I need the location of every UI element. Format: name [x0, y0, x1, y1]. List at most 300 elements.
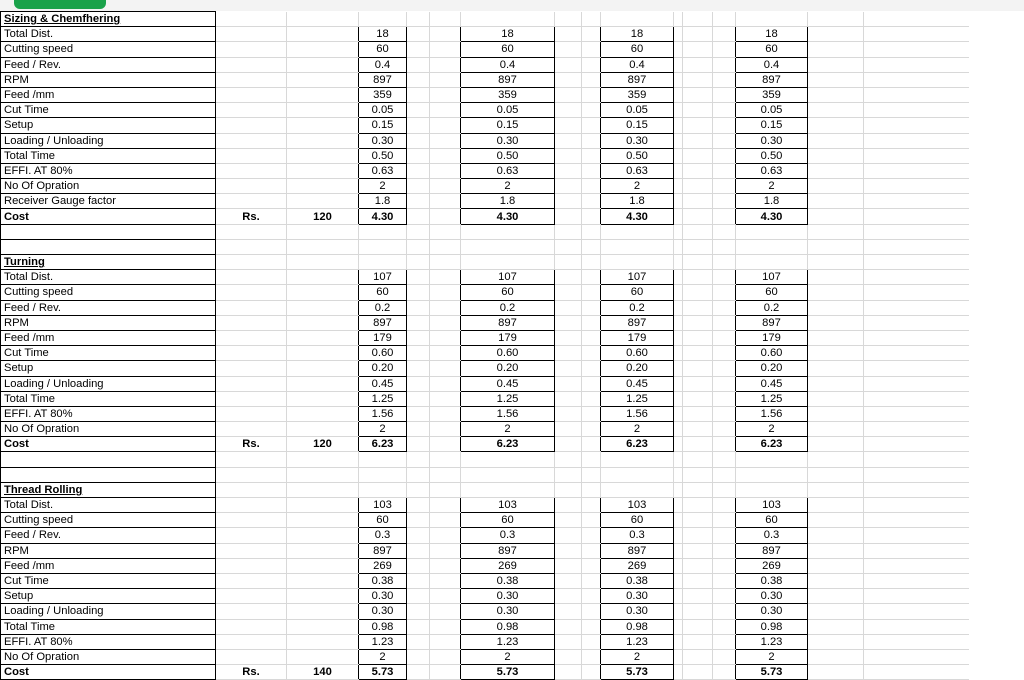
row-label[interactable]: Total Time: [1, 619, 216, 634]
empty-cell[interactable]: [864, 452, 969, 467]
empty-cell[interactable]: [736, 452, 808, 467]
empty-cell[interactable]: [808, 148, 864, 163]
row-label[interactable]: Feed / Rev.: [1, 57, 216, 72]
empty-cell[interactable]: [582, 422, 601, 437]
value-cell[interactable]: 4.30: [359, 209, 407, 224]
empty-cell[interactable]: [601, 482, 674, 497]
empty-cell[interactable]: [430, 543, 461, 558]
value-cell[interactable]: 0.30: [359, 604, 407, 619]
value-cell[interactable]: 359: [359, 87, 407, 102]
empty-cell[interactable]: [582, 634, 601, 649]
empty-cell[interactable]: [216, 103, 287, 118]
value-cell[interactable]: 0.98: [736, 619, 808, 634]
empty-cell[interactable]: [683, 239, 713, 254]
empty-cell[interactable]: [864, 498, 969, 513]
empty-cell[interactable]: [713, 467, 736, 482]
empty-cell[interactable]: [713, 391, 736, 406]
empty-cell[interactable]: [461, 255, 555, 270]
empty-cell[interactable]: [808, 239, 864, 254]
empty-cell[interactable]: [407, 315, 430, 330]
empty-cell[interactable]: [555, 27, 582, 42]
empty-cell[interactable]: [287, 467, 359, 482]
value-cell[interactable]: 1.23: [736, 634, 808, 649]
empty-cell[interactable]: [808, 482, 864, 497]
empty-cell[interactable]: [683, 27, 713, 42]
value-cell[interactable]: 1.23: [601, 634, 674, 649]
empty-cell[interactable]: [683, 361, 713, 376]
empty-cell[interactable]: [407, 346, 430, 361]
empty-cell[interactable]: [674, 194, 683, 209]
empty-cell[interactable]: [555, 528, 582, 543]
empty-cell[interactable]: [864, 285, 969, 300]
row-label[interactable]: Total Dist.: [1, 498, 216, 513]
empty-cell[interactable]: [287, 87, 359, 102]
empty-cell[interactable]: [674, 391, 683, 406]
empty-cell[interactable]: [674, 179, 683, 194]
value-cell[interactable]: 0.4: [359, 57, 407, 72]
empty-cell[interactable]: [713, 573, 736, 588]
empty-cell[interactable]: [430, 422, 461, 437]
empty-cell[interactable]: [808, 513, 864, 528]
empty-cell[interactable]: [713, 87, 736, 102]
empty-cell[interactable]: [674, 361, 683, 376]
empty-cell[interactable]: [864, 133, 969, 148]
empty-cell[interactable]: [216, 528, 287, 543]
row-label[interactable]: Setup: [1, 589, 216, 604]
value-cell[interactable]: 0.30: [359, 589, 407, 604]
empty-cell[interactable]: [287, 543, 359, 558]
empty-cell[interactable]: [430, 330, 461, 345]
empty-cell[interactable]: [674, 72, 683, 87]
empty-cell[interactable]: [601, 224, 674, 239]
empty-cell[interactable]: [808, 634, 864, 649]
empty-cell[interactable]: [430, 498, 461, 513]
empty-cell[interactable]: [674, 604, 683, 619]
row-label[interactable]: Loading / Unloading: [1, 133, 216, 148]
empty-cell[interactable]: [674, 224, 683, 239]
value-cell[interactable]: 107: [461, 270, 555, 285]
empty-cell[interactable]: [430, 179, 461, 194]
empty-cell[interactable]: [582, 589, 601, 604]
empty-cell[interactable]: [674, 376, 683, 391]
empty-cell[interactable]: [713, 12, 736, 27]
empty-cell[interactable]: [808, 376, 864, 391]
empty-cell[interactable]: [555, 573, 582, 588]
value-cell[interactable]: 0.98: [359, 619, 407, 634]
empty-cell[interactable]: [674, 619, 683, 634]
empty-cell[interactable]: [674, 422, 683, 437]
empty-cell[interactable]: [713, 270, 736, 285]
empty-cell[interactable]: [287, 422, 359, 437]
empty-cell[interactable]: [808, 118, 864, 133]
empty-cell[interactable]: [683, 482, 713, 497]
empty-cell[interactable]: [407, 239, 430, 254]
value-cell[interactable]: 60: [461, 285, 555, 300]
empty-cell[interactable]: [808, 406, 864, 421]
value-cell[interactable]: 0.05: [601, 103, 674, 118]
empty-cell[interactable]: [430, 72, 461, 87]
empty-cell[interactable]: [430, 239, 461, 254]
empty-cell[interactable]: [287, 649, 359, 664]
empty-cell[interactable]: [216, 589, 287, 604]
empty-cell[interactable]: [674, 133, 683, 148]
empty-cell[interactable]: [683, 391, 713, 406]
row-label[interactable]: Cutting speed: [1, 42, 216, 57]
empty-cell[interactable]: [287, 361, 359, 376]
empty-cell[interactable]: [287, 255, 359, 270]
empty-cell[interactable]: [407, 391, 430, 406]
empty-cell[interactable]: [555, 467, 582, 482]
empty-cell[interactable]: [674, 27, 683, 42]
empty-cell[interactable]: [808, 224, 864, 239]
row-label[interactable]: RPM: [1, 72, 216, 87]
empty-cell[interactable]: [582, 665, 601, 680]
value-cell[interactable]: 0.2: [736, 300, 808, 315]
value-cell[interactable]: 179: [601, 330, 674, 345]
empty-cell[interactable]: [555, 361, 582, 376]
empty-cell[interactable]: [582, 163, 601, 178]
empty-cell[interactable]: [683, 224, 713, 239]
value-cell[interactable]: 0.20: [736, 361, 808, 376]
empty-cell[interactable]: [683, 285, 713, 300]
empty-cell[interactable]: [407, 528, 430, 543]
empty-label-cell[interactable]: [1, 467, 216, 482]
empty-cell[interactable]: [407, 118, 430, 133]
value-cell[interactable]: 0.45: [359, 376, 407, 391]
empty-cell[interactable]: [582, 57, 601, 72]
empty-cell[interactable]: [582, 482, 601, 497]
empty-cell[interactable]: [461, 12, 555, 27]
empty-cell[interactable]: [713, 103, 736, 118]
value-cell[interactable]: 0.63: [359, 163, 407, 178]
value-cell[interactable]: 0.15: [359, 118, 407, 133]
empty-cell[interactable]: [216, 27, 287, 42]
empty-cell[interactable]: [287, 452, 359, 467]
empty-cell[interactable]: [407, 498, 430, 513]
empty-cell[interactable]: [864, 513, 969, 528]
empty-label-cell[interactable]: [1, 224, 216, 239]
empty-cell[interactable]: [713, 482, 736, 497]
row-label[interactable]: Feed /mm: [1, 330, 216, 345]
empty-cell[interactable]: [430, 482, 461, 497]
spreadsheet-grid[interactable]: [0, 11, 969, 680]
empty-cell[interactable]: [430, 437, 461, 452]
row-label[interactable]: EFFI. AT 80%: [1, 634, 216, 649]
empty-cell[interactable]: [808, 346, 864, 361]
value-cell[interactable]: 897: [359, 315, 407, 330]
empty-cell[interactable]: [430, 285, 461, 300]
empty-cell[interactable]: [808, 589, 864, 604]
empty-cell[interactable]: [407, 513, 430, 528]
value-cell[interactable]: 897: [359, 72, 407, 87]
empty-cell[interactable]: [555, 619, 582, 634]
value-cell[interactable]: 1.23: [359, 634, 407, 649]
empty-cell[interactable]: [713, 72, 736, 87]
empty-cell[interactable]: [864, 179, 969, 194]
empty-cell[interactable]: [864, 665, 969, 680]
empty-cell[interactable]: [683, 148, 713, 163]
empty-cell[interactable]: [461, 452, 555, 467]
empty-cell[interactable]: [407, 87, 430, 102]
empty-cell[interactable]: [683, 619, 713, 634]
empty-cell[interactable]: [808, 255, 864, 270]
row-label[interactable]: Total Time: [1, 391, 216, 406]
empty-cell[interactable]: [430, 589, 461, 604]
empty-cell[interactable]: [674, 57, 683, 72]
value-cell[interactable]: 2: [601, 179, 674, 194]
empty-cell[interactable]: [461, 467, 555, 482]
empty-cell[interactable]: [713, 558, 736, 573]
empty-cell[interactable]: [216, 163, 287, 178]
empty-cell[interactable]: [430, 163, 461, 178]
value-cell[interactable]: 103: [359, 498, 407, 513]
empty-cell[interactable]: [407, 209, 430, 224]
empty-cell[interactable]: [216, 452, 287, 467]
empty-cell[interactable]: [359, 239, 407, 254]
value-cell[interactable]: 0.3: [601, 528, 674, 543]
empty-cell[interactable]: [683, 42, 713, 57]
empty-cell[interactable]: [407, 619, 430, 634]
empty-cell[interactable]: [713, 300, 736, 315]
value-cell[interactable]: 2: [736, 649, 808, 664]
value-cell[interactable]: 0.50: [736, 148, 808, 163]
empty-cell[interactable]: [582, 87, 601, 102]
value-cell[interactable]: 179: [461, 330, 555, 345]
value-cell[interactable]: 4.30: [736, 209, 808, 224]
empty-cell[interactable]: [555, 255, 582, 270]
empty-cell[interactable]: [808, 391, 864, 406]
empty-cell[interactable]: [582, 513, 601, 528]
empty-cell[interactable]: [808, 558, 864, 573]
empty-cell[interactable]: [582, 300, 601, 315]
empty-cell[interactable]: [430, 148, 461, 163]
value-cell[interactable]: 6.23: [736, 437, 808, 452]
empty-cell[interactable]: [864, 467, 969, 482]
rate-value[interactable]: 140: [287, 665, 359, 680]
empty-cell[interactable]: [582, 239, 601, 254]
empty-cell[interactable]: [683, 528, 713, 543]
empty-cell[interactable]: [430, 528, 461, 543]
empty-cell[interactable]: [808, 361, 864, 376]
row-label[interactable]: Cut Time: [1, 103, 216, 118]
empty-cell[interactable]: [407, 604, 430, 619]
empty-cell[interactable]: [430, 87, 461, 102]
empty-label-cell[interactable]: [1, 239, 216, 254]
empty-cell[interactable]: [216, 148, 287, 163]
empty-cell[interactable]: [216, 513, 287, 528]
empty-cell[interactable]: [582, 604, 601, 619]
value-cell[interactable]: 359: [461, 87, 555, 102]
empty-cell[interactable]: [430, 209, 461, 224]
value-cell[interactable]: 0.45: [601, 376, 674, 391]
value-cell[interactable]: 0.30: [736, 133, 808, 148]
row-label[interactable]: Feed /mm: [1, 558, 216, 573]
empty-cell[interactable]: [407, 558, 430, 573]
value-cell[interactable]: 5.73: [736, 665, 808, 680]
empty-cell[interactable]: [808, 194, 864, 209]
value-cell[interactable]: 0.30: [461, 589, 555, 604]
empty-cell[interactable]: [461, 482, 555, 497]
empty-cell[interactable]: [555, 649, 582, 664]
value-cell[interactable]: 0.50: [461, 148, 555, 163]
value-cell[interactable]: 1.25: [461, 391, 555, 406]
value-cell[interactable]: 0.98: [601, 619, 674, 634]
empty-cell[interactable]: [216, 330, 287, 345]
empty-cell[interactable]: [683, 437, 713, 452]
empty-cell[interactable]: [407, 163, 430, 178]
empty-cell[interactable]: [216, 12, 287, 27]
empty-cell[interactable]: [713, 27, 736, 42]
empty-cell[interactable]: [407, 285, 430, 300]
empty-cell[interactable]: [808, 437, 864, 452]
empty-cell[interactable]: [582, 148, 601, 163]
value-cell[interactable]: 0.30: [461, 133, 555, 148]
empty-cell[interactable]: [287, 72, 359, 87]
empty-cell[interactable]: [864, 346, 969, 361]
empty-cell[interactable]: [864, 437, 969, 452]
empty-cell[interactable]: [287, 179, 359, 194]
empty-cell[interactable]: [683, 72, 713, 87]
empty-cell[interactable]: [287, 42, 359, 57]
empty-cell[interactable]: [407, 376, 430, 391]
empty-cell[interactable]: [287, 285, 359, 300]
empty-cell[interactable]: [461, 239, 555, 254]
empty-cell[interactable]: [430, 315, 461, 330]
empty-cell[interactable]: [713, 619, 736, 634]
value-cell[interactable]: 0.63: [736, 163, 808, 178]
empty-cell[interactable]: [683, 133, 713, 148]
empty-cell[interactable]: [407, 300, 430, 315]
empty-cell[interactable]: [582, 224, 601, 239]
empty-cell[interactable]: [216, 72, 287, 87]
value-cell[interactable]: 269: [736, 558, 808, 573]
value-cell[interactable]: 0.2: [461, 300, 555, 315]
empty-cell[interactable]: [216, 482, 287, 497]
value-cell[interactable]: 60: [359, 42, 407, 57]
empty-cell[interactable]: [713, 315, 736, 330]
app-accent-tab[interactable]: [14, 0, 106, 9]
empty-cell[interactable]: [582, 103, 601, 118]
value-cell[interactable]: 1.56: [461, 406, 555, 421]
value-cell[interactable]: 0.20: [359, 361, 407, 376]
empty-cell[interactable]: [864, 87, 969, 102]
empty-cell[interactable]: [555, 194, 582, 209]
row-label[interactable]: Cutting speed: [1, 285, 216, 300]
value-cell[interactable]: 0.20: [461, 361, 555, 376]
value-cell[interactable]: 103: [461, 498, 555, 513]
empty-cell[interactable]: [216, 118, 287, 133]
empty-cell[interactable]: [683, 558, 713, 573]
value-cell[interactable]: 1.56: [601, 406, 674, 421]
empty-cell[interactable]: [407, 179, 430, 194]
empty-cell[interactable]: [864, 148, 969, 163]
empty-cell[interactable]: [216, 224, 287, 239]
empty-cell[interactable]: [407, 42, 430, 57]
value-cell[interactable]: 897: [359, 543, 407, 558]
value-cell[interactable]: 0.3: [461, 528, 555, 543]
empty-cell[interactable]: [555, 57, 582, 72]
empty-cell[interactable]: [864, 543, 969, 558]
row-label[interactable]: EFFI. AT 80%: [1, 406, 216, 421]
empty-cell[interactable]: [736, 239, 808, 254]
value-cell[interactable]: 269: [601, 558, 674, 573]
empty-cell[interactable]: [713, 179, 736, 194]
empty-cell[interactable]: [430, 12, 461, 27]
empty-cell[interactable]: [808, 330, 864, 345]
value-cell[interactable]: 0.15: [601, 118, 674, 133]
empty-cell[interactable]: [683, 665, 713, 680]
empty-cell[interactable]: [555, 179, 582, 194]
empty-cell[interactable]: [216, 285, 287, 300]
empty-cell[interactable]: [683, 498, 713, 513]
empty-cell[interactable]: [674, 437, 683, 452]
empty-cell[interactable]: [582, 118, 601, 133]
empty-cell[interactable]: [287, 239, 359, 254]
empty-cell[interactable]: [555, 224, 582, 239]
empty-cell[interactable]: [407, 27, 430, 42]
empty-cell[interactable]: [555, 315, 582, 330]
rate-value[interactable]: 120: [287, 209, 359, 224]
value-cell[interactable]: 897: [736, 315, 808, 330]
value-cell[interactable]: 359: [736, 87, 808, 102]
row-label[interactable]: Cut Time: [1, 573, 216, 588]
empty-cell[interactable]: [713, 376, 736, 391]
empty-cell[interactable]: [461, 224, 555, 239]
empty-cell[interactable]: [864, 649, 969, 664]
empty-cell[interactable]: [864, 42, 969, 57]
empty-cell[interactable]: [287, 270, 359, 285]
empty-cell[interactable]: [216, 315, 287, 330]
empty-cell[interactable]: [430, 467, 461, 482]
empty-cell[interactable]: [216, 179, 287, 194]
empty-cell[interactable]: [713, 118, 736, 133]
value-cell[interactable]: 18: [736, 27, 808, 42]
empty-cell[interactable]: [555, 285, 582, 300]
empty-cell[interactable]: [582, 179, 601, 194]
empty-cell[interactable]: [808, 573, 864, 588]
value-cell[interactable]: 60: [736, 42, 808, 57]
empty-cell[interactable]: [430, 224, 461, 239]
empty-cell[interactable]: [713, 148, 736, 163]
empty-cell[interactable]: [713, 163, 736, 178]
empty-cell[interactable]: [555, 72, 582, 87]
row-label[interactable]: Total Time: [1, 148, 216, 163]
value-cell[interactable]: 897: [461, 72, 555, 87]
empty-cell[interactable]: [287, 346, 359, 361]
empty-cell[interactable]: [287, 148, 359, 163]
empty-cell[interactable]: [864, 589, 969, 604]
empty-cell[interactable]: [683, 255, 713, 270]
empty-cell[interactable]: [555, 346, 582, 361]
empty-cell[interactable]: [674, 513, 683, 528]
row-label[interactable]: Setup: [1, 361, 216, 376]
empty-cell[interactable]: [864, 239, 969, 254]
value-cell[interactable]: 0.30: [601, 604, 674, 619]
empty-cell[interactable]: [713, 528, 736, 543]
empty-cell[interactable]: [674, 665, 683, 680]
value-cell[interactable]: 0.05: [461, 103, 555, 118]
section-title[interactable]: Turning: [1, 255, 216, 270]
value-cell[interactable]: 0.30: [736, 604, 808, 619]
empty-cell[interactable]: [555, 118, 582, 133]
empty-cell[interactable]: [674, 148, 683, 163]
empty-cell[interactable]: [864, 12, 969, 27]
value-cell[interactable]: 60: [601, 513, 674, 528]
empty-cell[interactable]: [430, 57, 461, 72]
empty-cell[interactable]: [430, 513, 461, 528]
empty-cell[interactable]: [808, 422, 864, 437]
empty-cell[interactable]: [713, 285, 736, 300]
